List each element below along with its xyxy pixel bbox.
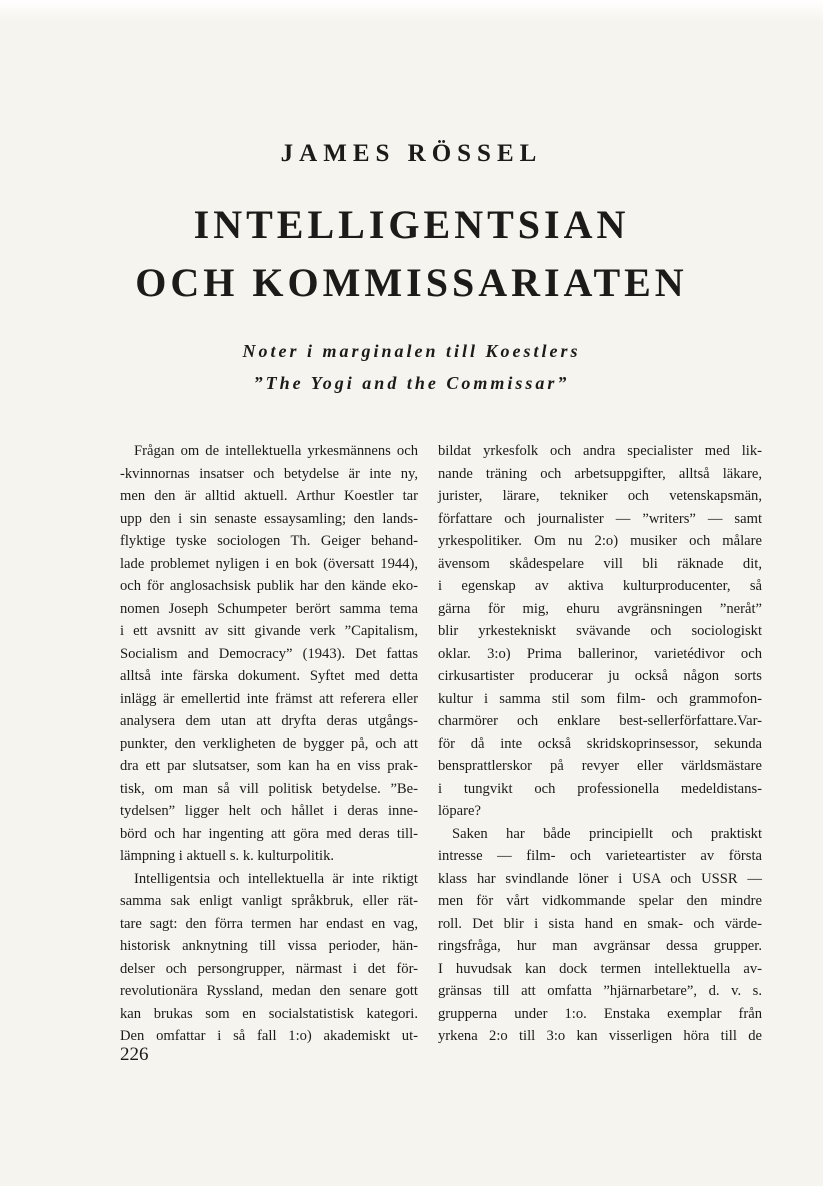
page-top-edge [0, 0, 823, 22]
text-line: kultur i samma stil som film- och grammofon- [438, 690, 762, 707]
text-line: nomen Joseph Schumpeter berört samma tema [120, 600, 418, 617]
text-line: ringsfråga, hur man avgränsar dessa grupper. [438, 938, 762, 954]
text-line: samma sak enligt vanligt språkbruk, eller rät- [120, 893, 418, 909]
text-line: oklar. 3:o) Prima ballerinor, varietédivor och [438, 645, 762, 662]
text-line: i egenskap av aktiva kulturproducenter, så [438, 578, 762, 594]
text-line: men för vårt vidkommande spelar den mindre [438, 893, 762, 909]
text-line: för då inte också skridskoprinsessor, sekunda [438, 735, 762, 752]
text-line: historisk anknytning till vissa perioder, hän- [120, 938, 418, 954]
text-line: tydelsen” ligger helt och hållet i deras inne- [120, 803, 418, 819]
text-line: flyktige tyske sociologen Th. Geiger behand- [120, 533, 418, 549]
text-line: revolutionära Ryssland, medan den senare gott [120, 983, 418, 999]
text-line: gärna för mig, ehuru avgränsningen ”neråt” [438, 600, 762, 617]
text-line: roll. Det blir i sista hand en smak- och värde- [438, 915, 762, 932]
text-line: i tungvikt och professionella medeldistans- [438, 780, 762, 797]
text-line: ävensom skådespelare vill bli räknade dit, [438, 555, 762, 572]
text-line: inlägg är emellertid inte främst att referera eller [120, 690, 418, 707]
text-line: Socialism and Democracy” (1943). Det fattas [120, 645, 418, 662]
text-line: charmörer och enklare best-sellerförfattare.Var- [438, 713, 762, 729]
article-subtitle [0, 335, 823, 399]
text-line: bildat yrkesfolk och andra specialister med lik- [438, 443, 762, 459]
text-line: författare och journalister — ”writers” — samt [438, 510, 762, 527]
subtitle-line: ”The Yogi and the Commissar” [253, 373, 570, 393]
text-line: Den omfattar i så fall 1:o) akademiskt ut- [120, 1028, 418, 1044]
text-line: och för anglosachsisk publik har den kände eko- [120, 578, 418, 594]
text-line: Intelligentsia och intellektuella är inte riktigt [134, 870, 418, 887]
page-number: 226 [120, 1044, 149, 1065]
text-line: dra ett par slutsatser, som kan ha en viss prak- [120, 758, 418, 774]
text-line: tisk, om man så vill politisk betydelse. ”Be- [120, 780, 418, 797]
text-line: analysera dem utan att dryfta deras utgångs- [120, 713, 418, 729]
text-line: blir yrkestekniskt svävande och sociologiskt [438, 623, 762, 639]
subtitle-line: Noter i marginalen till Koestlers [242, 341, 581, 361]
article-title [0, 196, 823, 312]
title-line: OCH KOMMISSARIATEN [135, 260, 688, 305]
text-line: alltså inte färska dokument. Syftet med detta [120, 668, 418, 684]
text-line: gränsas till att omfatta ”hjärnarbetare”, d. v. s. [438, 983, 762, 999]
text-line: lade problemet nyligen i en bok (översatt 1944), [120, 555, 418, 572]
text-line: börd och har ingenting att göra med deras till- [120, 825, 418, 842]
author-name: JAMES RÖSSEL [280, 140, 543, 167]
text-line: kan brukas som en socialstatistisk kategori. [120, 1005, 418, 1022]
title-line: INTELLIGENTSIAN [193, 202, 630, 247]
text-line: yrkespolitiker. Om nu 2:o) musiker och målare [438, 533, 762, 549]
text-line: grupperna under 1:o. Enstaka exemplar från [438, 1005, 762, 1022]
text-line: -kvinnornas insatser och betydelse är inte ny, [120, 465, 418, 482]
text-line: klass har svindlande löner i USA och USSR — [438, 870, 762, 887]
text-line: lämpning i aktuell s. k. kulturpolitik. [120, 848, 335, 864]
text-line: men den är alltid aktuell. Arthur Koestler tar [120, 488, 418, 504]
text-line: I huvudsak kan dock termen intellektuella av- [438, 960, 762, 977]
text-line: delser och persongrupper, närmast i det för- [120, 960, 418, 977]
text-line: punkter, den verkligheten de bygger på, och att [120, 735, 418, 752]
text-line: bensprattlerskor på revyer eller världsmästare [438, 758, 762, 774]
text-line: cirkusartister producerar ju också någon sorts [438, 668, 762, 684]
text-line: yrkena 2:o till 3:o kan visserligen höra till de [438, 1028, 762, 1044]
text-line: jurister, lärare, tekniker och vetenskapsmän, [438, 488, 762, 504]
text-line: nande träning och arbetsuppgifter, alltså läkare, [438, 465, 762, 482]
text-line: Saken har både principiellt och praktiskt [452, 825, 762, 842]
text-line: tare sagt: den förra termen har endast en vag, [120, 915, 418, 932]
text-line: upp den i sin senaste essaysamling; den lands- [120, 510, 418, 527]
text-line: Frågan om de intellektuella yrkesmännens och [134, 443, 418, 459]
right-text-column [438, 440, 762, 1048]
text-line: intresse — film- och varieteartister av första [438, 848, 762, 864]
left-text-column [120, 440, 418, 1048]
text-line: löpare? [438, 803, 481, 819]
text-line: i ett avsnitt av sitt givande verk ”Capitalism, [120, 623, 418, 639]
